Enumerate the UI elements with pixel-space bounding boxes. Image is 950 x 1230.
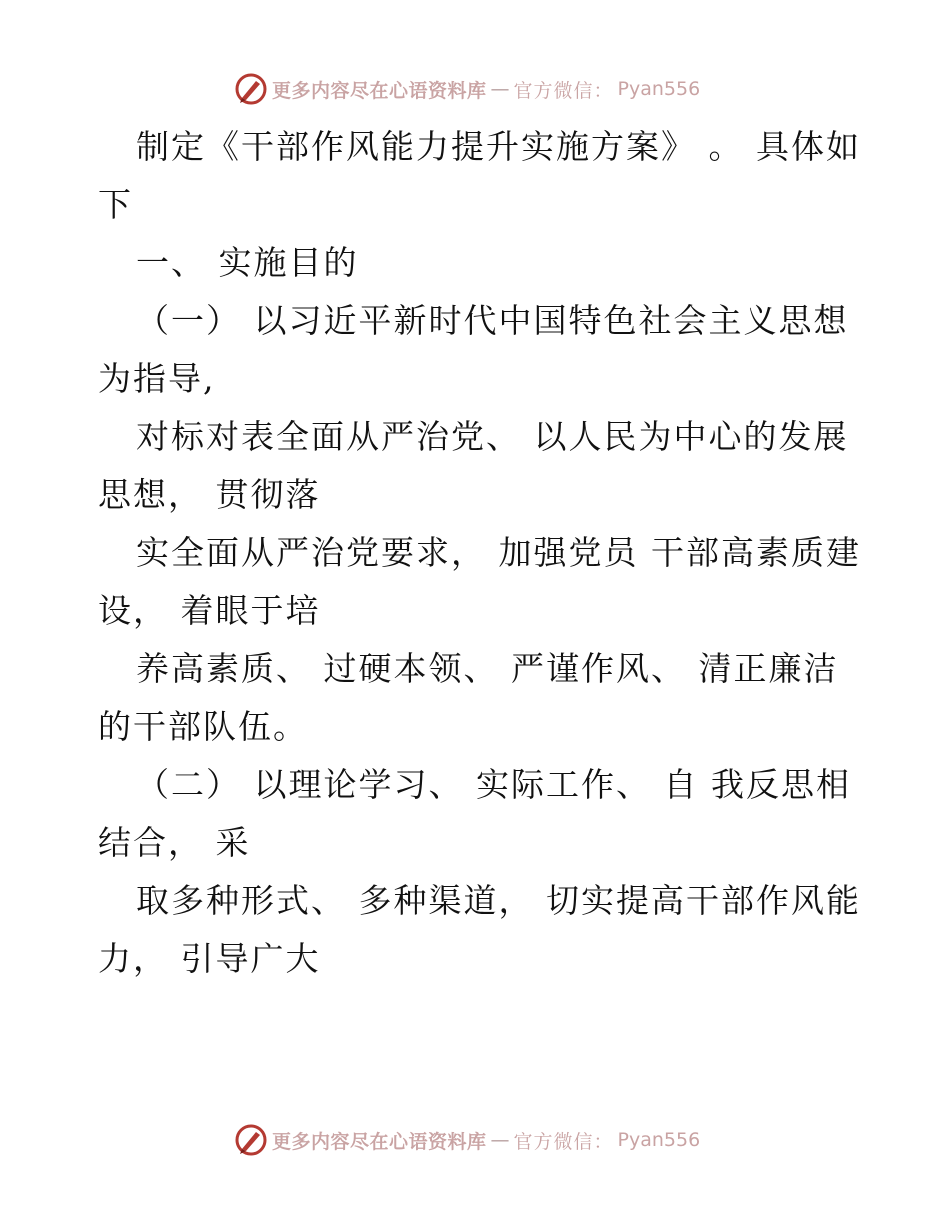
text-line: 为指导, [98, 359, 216, 398]
text-line: 设， 着眼于培 [98, 591, 321, 630]
text-line: 养高素质、 过硬本领、 严谨作风、 清正廉洁 [136, 649, 839, 688]
watermark-footer [234, 1123, 700, 1157]
text-line: 的干部队伍。 [98, 707, 308, 746]
pen-logo-icon [234, 1123, 268, 1157]
text-line: 思想， 贯彻落 [98, 475, 321, 514]
pen-logo-icon [234, 72, 268, 106]
text-line: 力， 引导广大 [98, 939, 321, 978]
watermark-separator: — [490, 1129, 510, 1151]
watermark-site-text: 更多内容尽在心语资料库 [272, 79, 487, 102]
watermark-wechat-id: Pyan556 [617, 1129, 701, 1151]
section-heading: 一、 实施目的 [136, 243, 359, 282]
text-line: 取多种形式、 多种渠道， 切实提高干部作风能 [136, 881, 861, 920]
text-line: （二） 以理论学习、 实际工作、 自 我反思相 [136, 765, 851, 804]
text-line: 结合， 采 [98, 823, 251, 862]
text-line: 制定《干部作风能力提升实施方案》 。 具体如 [136, 127, 861, 166]
watermark-wechat-label: 官方微信： [513, 1130, 614, 1153]
document-body [98, 118, 861, 988]
text-line: （一） 以习近平新时代中国特色社会主义思想 [136, 301, 849, 340]
watermark-site-text: 更多内容尽在心语资料库 [272, 1130, 487, 1153]
text-line: 对标对表全面从严治党、 以人民为中心的发展 [136, 417, 849, 456]
watermark-header [234, 72, 700, 106]
text-line: 下 [98, 185, 133, 224]
watermark-wechat-label: 官方微信： [513, 79, 614, 102]
text-line: 实全面从严治党要求， 加强党员 干部高素质建 [136, 533, 861, 572]
watermark-wechat-id: Pyan556 [617, 78, 701, 100]
watermark-separator: — [490, 78, 510, 100]
